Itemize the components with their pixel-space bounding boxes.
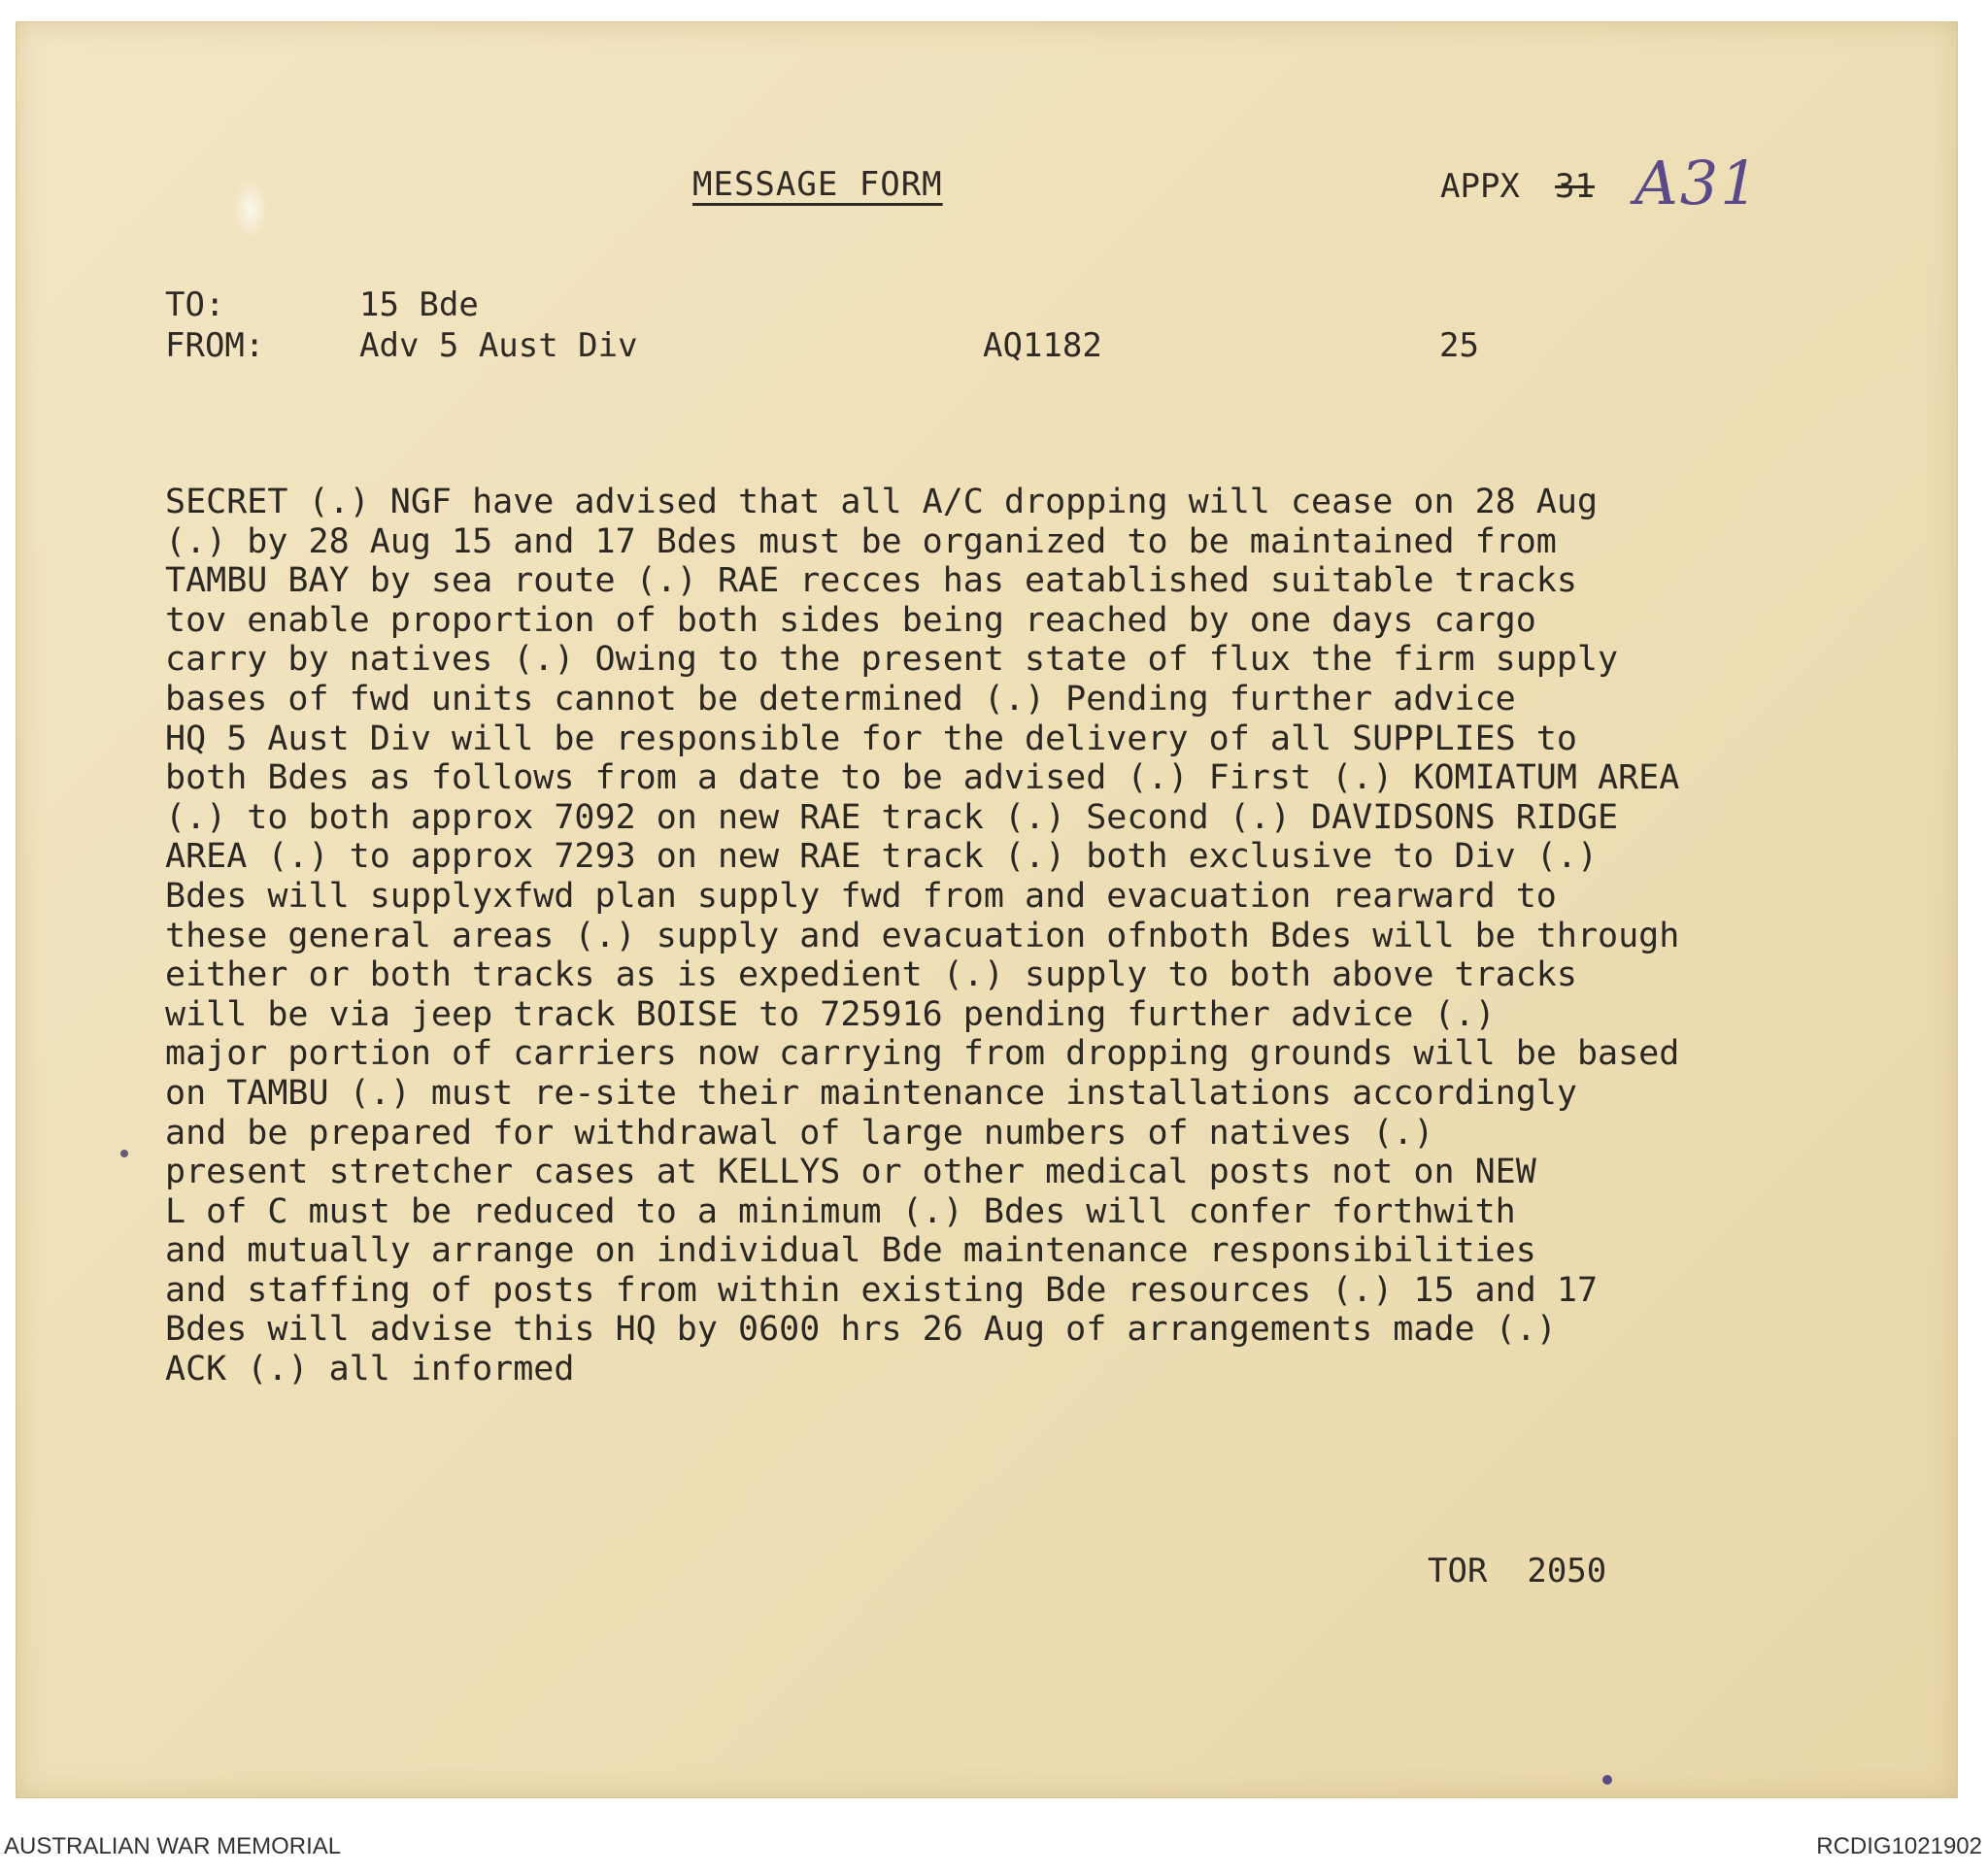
message-line: present stretcher cases at KELLYS or other medical posts not on NEW xyxy=(165,1153,1536,1192)
message-line: Bdes will supplyxfwd plan supply fwd from and evacuation rearward to xyxy=(165,876,1557,916)
message-line: Bdes will advise this HQ by 0600 hrs 26 Aug of arrangements made (.) xyxy=(165,1310,1557,1350)
appendix-handwritten-number: A31 xyxy=(1634,148,1761,218)
message-line: L of C must be reduced to a minimum (.) Bdes will confer forthwith xyxy=(165,1191,1516,1231)
message-line: these general areas (.) supply and evacuation ofnboth Bdes will be through xyxy=(165,916,1680,955)
from-value: Adv 5 Aust Div xyxy=(359,326,638,365)
message-line: either or both tracks as is expedient (.) supply to both above tracks xyxy=(165,955,1577,995)
message-line: (.) to both approx 7092 on new RAE track (.) Second (.) DAVIDSONS RIDGE xyxy=(165,797,1619,837)
message-line: TAMBU BAY by sea route (.) RAE recces has eatablished suitable tracks xyxy=(165,561,1577,601)
message-line: both Bdes as follows from a date to be advised (.) First (.) KOMIATUM AREA xyxy=(165,758,1680,798)
message-line: and be prepared for withdrawal of large numbers of natives (.) xyxy=(165,1113,1434,1153)
appendix-label: APPX xyxy=(1440,167,1520,206)
message-line: on TAMBU (.) must re-site their maintenance installations accordingly xyxy=(165,1073,1577,1113)
punch-hole-mark xyxy=(231,175,270,243)
to-value: 15 Bde xyxy=(359,285,479,324)
message-line: will be via jeep track BOISE to 725916 pending further advice (.) xyxy=(165,994,1496,1034)
message-line: (.) by 28 Aug 15 and 17 Bdes must be organized to be maintained from xyxy=(165,521,1557,561)
message-line: AREA (.) to approx 7293 on new RAE track (.) both exclusive to Div (.) xyxy=(165,837,1599,877)
ink-dot xyxy=(120,1150,128,1157)
message-body xyxy=(165,483,1952,1389)
message-line: major portion of carriers now carrying from dropping grounds will be based xyxy=(165,1034,1680,1074)
message-line: SECRET (.) NGF have advised that all A/C dropping will cease on 28 Aug xyxy=(165,483,1599,521)
message-line: bases of fwd units cannot be determined (.) Pending further advice xyxy=(165,679,1516,719)
message-line: tov enable proportion of both sides being reached by one days cargo xyxy=(165,600,1536,640)
message-reference: AQ1182 xyxy=(983,326,1102,365)
message-line: and staffing of posts from within existing Bde resources (.) 15 and 17 xyxy=(165,1270,1599,1310)
to-label: TO: xyxy=(165,285,225,324)
message-number: 25 xyxy=(1439,326,1479,365)
archive-id: RCDIG1021902 xyxy=(1816,1833,1982,1859)
message-line: ACK (.) all informed xyxy=(165,1350,575,1389)
appendix-struck-number: 31 xyxy=(1555,167,1595,206)
message-line: HQ 5 Aust Div will be responsible for the delivery of all SUPPLIES to xyxy=(165,719,1577,758)
from-label: FROM: xyxy=(165,326,265,365)
message-line: carry by natives (.) Owing to the present state of flux the firm supply xyxy=(165,640,1619,680)
archive-credit: AUSTRALIAN WAR MEMORIAL xyxy=(4,1833,342,1859)
message-line: and mutually arrange on individual Bde maintenance responsibilities xyxy=(165,1231,1536,1271)
time-of-receipt: TOR 2050 xyxy=(1428,1552,1607,1590)
ink-dot xyxy=(1602,1775,1612,1785)
form-title: MESSAGE FORM xyxy=(692,165,943,204)
